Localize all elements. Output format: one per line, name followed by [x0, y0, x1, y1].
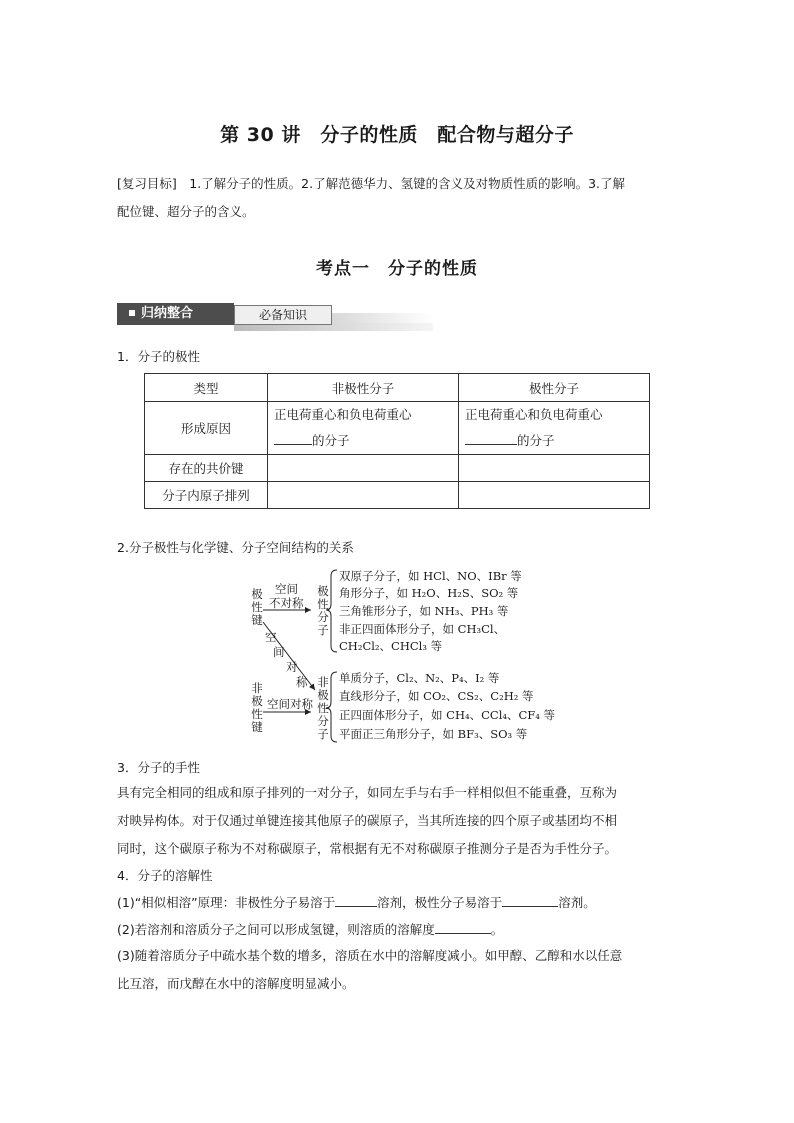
asym-label-2: 不对称	[269, 596, 304, 610]
paragraph-line: 具有完全相同的组成和原子排列的一对分子，如同左手与右手一样相似但不能重叠，互称为	[117, 785, 618, 800]
fill-blank[interactable]	[435, 921, 491, 934]
cell-line	[465, 428, 643, 454]
fill-blank[interactable]	[335, 894, 377, 907]
polar-molecule-label	[316, 585, 330, 637]
polar-item: 非正四面体形分子，如 CH₃Cl、	[339, 622, 506, 636]
nonpolar-bond-label	[250, 682, 264, 734]
fill-blank[interactable]	[465, 432, 517, 445]
char: 非	[251, 681, 263, 695]
nonpolar-item: 直线形分子，如 CO₂、CS₂、C₂H₂ 等	[339, 689, 534, 703]
paragraph-line: 对映异构体。对于仅通过单键连接其他原子的碳原子，当其所连接的四个原子或基团均不相	[117, 813, 618, 828]
row-label: 形成原因	[145, 402, 268, 455]
heading-polarity: 1．分子的极性	[117, 349, 200, 364]
solubility-item-3	[117, 942, 683, 998]
banner-sub-label: 必备知识	[234, 305, 332, 325]
table-row	[145, 402, 650, 455]
banner-shadow-2	[332, 313, 433, 323]
lecture-title: 第 30 讲 分子的性质 配合物与超分子	[220, 124, 574, 146]
row-label: 分子内原子排列	[145, 482, 268, 509]
asym-label-1: 空间	[275, 582, 298, 596]
sym-diag-char: 间	[273, 645, 285, 659]
char: 非	[317, 675, 329, 689]
goals-line-2: 配位键、超分子的含义。	[117, 204, 255, 219]
char: 键	[251, 720, 263, 734]
item-text: (2)若溶剂和溶质分子之间可以形成氢键，则溶质的溶解度	[117, 922, 435, 937]
paragraph-line: (3)随着溶质分子中疏水基个数的增多，溶质在水中的溶解度减小。如甲醇、乙醇和水以任意	[117, 948, 623, 963]
item-text: 。	[490, 922, 504, 937]
table-cell	[459, 402, 650, 455]
item-text: 溶剂。	[558, 895, 596, 910]
item-text: 溶剂，极性分子易溶于	[377, 895, 503, 910]
char: 键	[251, 613, 263, 627]
char: 性	[251, 600, 263, 614]
polarity-table	[144, 373, 650, 509]
heading-chirality: 3．分子的手性	[117, 760, 200, 775]
polar-item: 角形分子，如 H₂O、H₂S、SO₂ 等	[339, 586, 519, 600]
char: 分	[317, 610, 329, 624]
table-cell	[268, 402, 459, 455]
paragraph-line: 比互溶，而戊醇在水中的溶解度明显减小。	[117, 976, 355, 991]
polarity-diagram	[245, 566, 555, 744]
goals-line-1: [复习目标] 1.了解分子的性质。2.了解范德华力、氢键的含义及对物质性质的影响。3.了解	[117, 176, 626, 191]
char: 极	[317, 688, 329, 702]
nonpolar-molecule-label	[316, 676, 330, 741]
banner-main	[117, 303, 234, 325]
table-cell[interactable]	[268, 482, 459, 509]
char: 分	[317, 714, 329, 728]
item-text: (1)“相似相溶”原理：非极性分子易溶于	[117, 895, 336, 910]
section-title: 考点一 分子的性质	[316, 259, 478, 279]
sym-diag-char: 空	[265, 630, 277, 644]
sym-label: 空间对称	[267, 697, 313, 711]
cell-text: 正电荷重心和负电荷重心	[465, 407, 603, 422]
table-cell[interactable]	[459, 482, 650, 509]
char: 极	[251, 587, 263, 601]
fill-blank[interactable]	[502, 894, 558, 907]
cell-text: 的分子	[312, 433, 350, 448]
table-header: 类型	[145, 374, 268, 402]
table-cell[interactable]	[268, 455, 459, 482]
nonpolar-item: 平面正三角形分子，如 BF₃、SO₃ 等	[339, 727, 528, 741]
table-row	[145, 455, 650, 482]
row-label: 存在的共价键	[145, 455, 268, 482]
char: 性	[317, 597, 329, 611]
fill-blank[interactable]	[274, 432, 312, 445]
table-header: 非极性分子	[268, 374, 459, 402]
table-header-row	[145, 374, 650, 402]
cell-text: 的分子	[517, 433, 555, 448]
char: 性	[251, 707, 263, 721]
sym-diag-char: 对	[286, 660, 298, 674]
review-goals	[117, 170, 683, 226]
heading-solubility: 4．分子的溶解性	[117, 868, 213, 883]
square-icon	[129, 310, 135, 316]
polar-bond-label	[250, 588, 264, 627]
nonpolar-item: 单质分子，Cl₂、N₂、P₄、I₂ 等	[339, 671, 500, 685]
heading-polarity-relation: 2.分子极性与化学键、分子空间结构的关系	[117, 540, 354, 555]
char: 子	[317, 623, 329, 637]
banner-main-label: 归纳整合	[141, 306, 194, 321]
polar-item: CH₂Cl₂、CHCl₃ 等	[339, 639, 443, 653]
solubility-item-2	[117, 920, 683, 938]
polar-item: 三角锥形分子，如 NH₃、PH₃ 等	[339, 604, 509, 618]
chirality-paragraph	[117, 779, 683, 863]
table-cell[interactable]	[459, 455, 650, 482]
char: 极	[317, 584, 329, 598]
cell-text: 正电荷重心和负电荷重心	[274, 407, 412, 422]
polar-item: 双原子分子，如 HCl、NO、IBr 等	[339, 569, 522, 583]
char: 极	[251, 694, 263, 708]
nonpolar-item: 正四面体形分子，如 CH₄、CCl₄、CF₄ 等	[339, 708, 556, 722]
cell-line	[274, 428, 452, 454]
table-row	[145, 482, 650, 509]
section-banner	[117, 303, 433, 327]
sym-diag-char: 称	[296, 675, 308, 689]
table-header: 极性分子	[459, 374, 650, 402]
char: 性	[317, 701, 329, 715]
char: 子	[317, 727, 329, 741]
solubility-item-1	[117, 893, 683, 911]
paragraph-line: 同时，这个碳原子称为不对称碳原子，常根据有无不对称碳原子推测分子是否为手性分子。	[117, 841, 618, 856]
